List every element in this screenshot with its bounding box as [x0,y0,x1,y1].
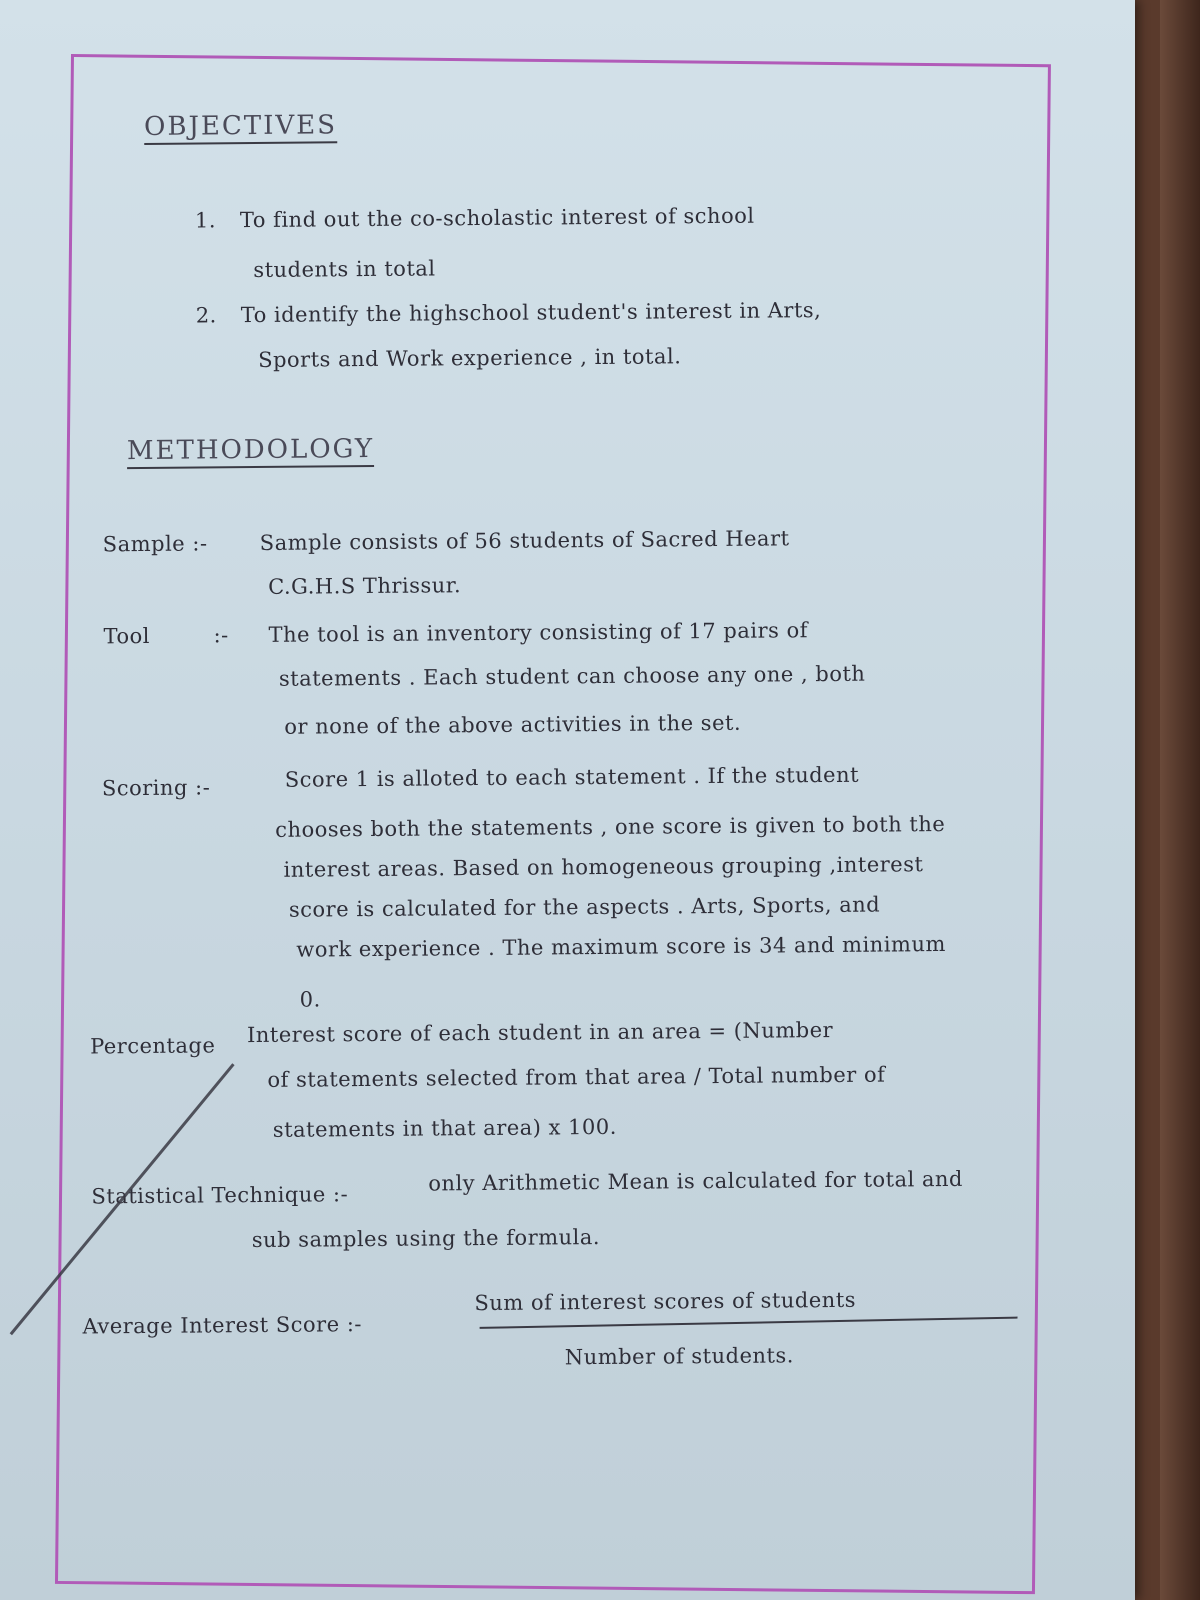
formula-numerator: Sum of interest scores of students [474,1287,857,1316]
average-label: Average Interest Score :- [82,1312,363,1339]
statistical-line2: sub samples using the formula. [251,1225,601,1253]
percentage-label: Percentage [90,1033,216,1059]
tool-label: Tool [103,623,151,649]
percentage-line1: Interest score of each student in an area = (Number [246,1017,834,1048]
sample-line2: C.G.H.S Thrissur. [268,573,462,599]
table-surface [1160,0,1200,1600]
objective-1-line2: students in total [253,256,436,283]
scoring-line2: chooses both the statements , one score is given to both the [275,811,946,842]
objective-1-line1: To find out the co-scholastic interest of school [239,203,755,233]
objectives-heading: OBJECTIVES [144,110,337,145]
statistical-label: Statistical Technique :- [91,1182,349,1209]
statistical-line1: only Arithmetic Mean is calculated for total and [428,1166,964,1196]
scoring-line5: work experience . The maximum score is 34 and minimum [296,931,946,962]
formula-denominator: Number of students. [564,1343,794,1370]
scoring-line6: 0. [299,987,321,1012]
tool-line2: statements . Each student can choose any one , both [278,661,866,691]
objective-1-number: 1. [194,208,217,233]
tool-line3: or none of the above activities in the set. [284,710,742,739]
scoring-label: Scoring :- [101,775,211,801]
sample-line1: Sample consists of 56 students of Sacred Heart [259,526,790,555]
percentage-line3: statements in that area) x 100. [272,1114,617,1142]
objective-2-line2: Sports and Work experience , in total. [258,344,682,372]
methodology-heading: METHODOLOGY [127,434,374,469]
scoring-line1: Score 1 is alloted to each statement . If the student [284,762,860,792]
tool-separator: :- [213,623,229,648]
tool-line1: The tool is an inventory consisting of 17 pairs of [268,618,809,647]
fraction-bar [480,1317,1018,1329]
objective-2-number: 2. [195,303,217,328]
sample-label: Sample :- [102,531,208,557]
objective-2-line1: To identify the highschool student's interest in Arts, [240,298,822,328]
scoring-line3: interest areas. Based on homogeneous grouping ,interest [283,852,924,882]
percentage-line2: of statements selected from that area / Total number of [267,1062,886,1092]
scoring-line4: score is calculated for the aspects . Arts, Sports, and [288,892,881,922]
